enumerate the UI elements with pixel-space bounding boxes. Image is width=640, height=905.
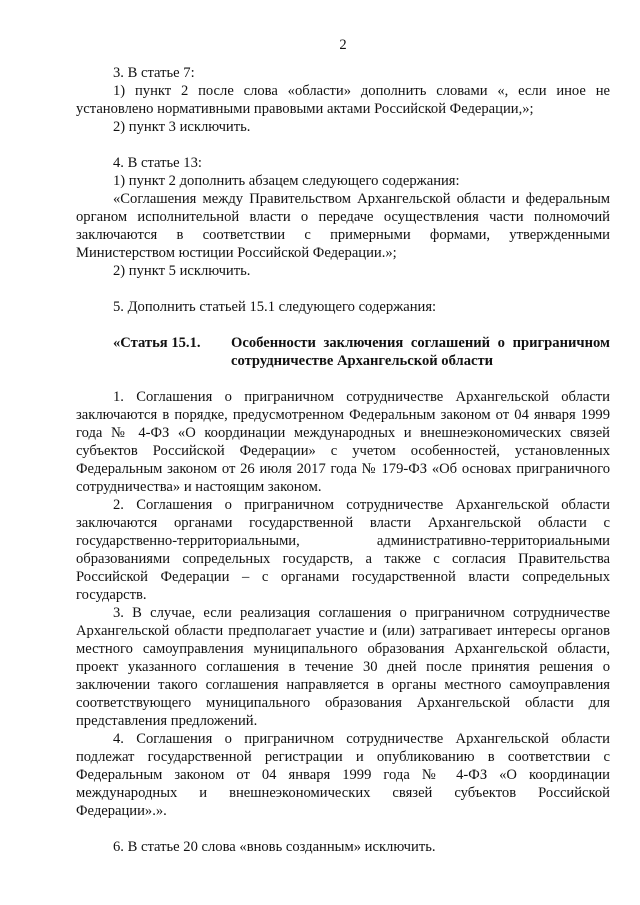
article-paragraph-2: 2. Соглашения о приграничном сотрудничестве Архангельской области заключаются органами государственной власти Архангельской области с государственно-территориальными, административно-территориальными образованиями сопредельных государств, а также с согласия Правительства Российской Федерации – с органами государственной власти сопредельных государств. bbox=[76, 497, 610, 603]
spacer bbox=[76, 370, 610, 388]
article-heading bbox=[113, 334, 610, 370]
section-4-item-2: 2) пункт 5 исключить. bbox=[113, 263, 251, 279]
section-4-item-1: 1) пункт 2 дополнить абзацем следующего содержания: bbox=[113, 173, 460, 189]
section-6-heading: 6. В статье 20 слова «вновь созданным» исключить. bbox=[113, 839, 436, 855]
section-3-item-2: 2) пункт 3 исключить. bbox=[113, 119, 251, 135]
spacer bbox=[76, 820, 610, 838]
section-3 bbox=[76, 64, 610, 136]
article-paragraph-1: 1. Соглашения о приграничном сотрудничестве Архангельской области заключаются в порядке, предусмотренном Федеральным законом от 04 января 1999 года № 4-ФЗ «О координации международных и внешнеэкономических связей субъектов Российской Федерации» с учетом особенностей, установленных Федеральным законом от 26 июля 2017 года № 179-ФЗ «Об основах приграничного сотрудничества» и настоящим законом. bbox=[76, 389, 610, 495]
article-label: «Статья 15.1. bbox=[113, 335, 201, 351]
section-5-heading: 5. Дополнить статьей 15.1 следующего содержания: bbox=[113, 299, 437, 315]
section-4 bbox=[76, 154, 610, 280]
section-3-item-1: 1) пункт 2 после слова «области» дополнить словами «, если иное не установлено нормативными правовыми актами Российской Федерации,»; bbox=[76, 83, 610, 117]
section-4-quote: «Соглашения между Правительством Архангельской области и федеральным органом исполнительной власти о передаче осуществления части полномочий заключаются в соответствии с примерными формами, утвержденными Министерством юстиции Российской Федерации.»; bbox=[76, 191, 610, 261]
document-page bbox=[76, 36, 610, 856]
article-paragraph-3: 3. В случае, если реализация соглашения о приграничном сотрудничестве Архангельской области предполагает участие и (или) затрагивает интересы органов местного самоуправления муниципального образования Архангельской области, проект указанного соглашения в течение 30 дней после принятия решения о заключении такого соглашения направляется в органы местного самоуправления соответствующего муниципального образования Архангельской области для представления предложений. bbox=[76, 605, 610, 729]
article-paragraph-4: 4. Соглашения о приграничном сотрудничестве Архангельской области подлежат государственной регистрации и опубликованию в соответствии с Федеральным законом от 04 января 1999 года № 4-ФЗ «О координации международных и внешнеэкономических связей субъектов Российской Федерации».». bbox=[76, 731, 610, 819]
section-6 bbox=[76, 838, 610, 856]
article-title: Особенности заключения соглашений о приграничном сотрудничестве Архангельской области bbox=[231, 335, 610, 369]
section-5 bbox=[76, 298, 610, 820]
spacer bbox=[76, 136, 610, 154]
spacer bbox=[76, 280, 610, 298]
section-4-heading: 4. В статье 13: bbox=[113, 155, 202, 171]
spacer bbox=[76, 316, 610, 334]
page-number: 2 bbox=[339, 37, 347, 53]
section-3-heading: 3. В статье 7: bbox=[113, 65, 195, 81]
